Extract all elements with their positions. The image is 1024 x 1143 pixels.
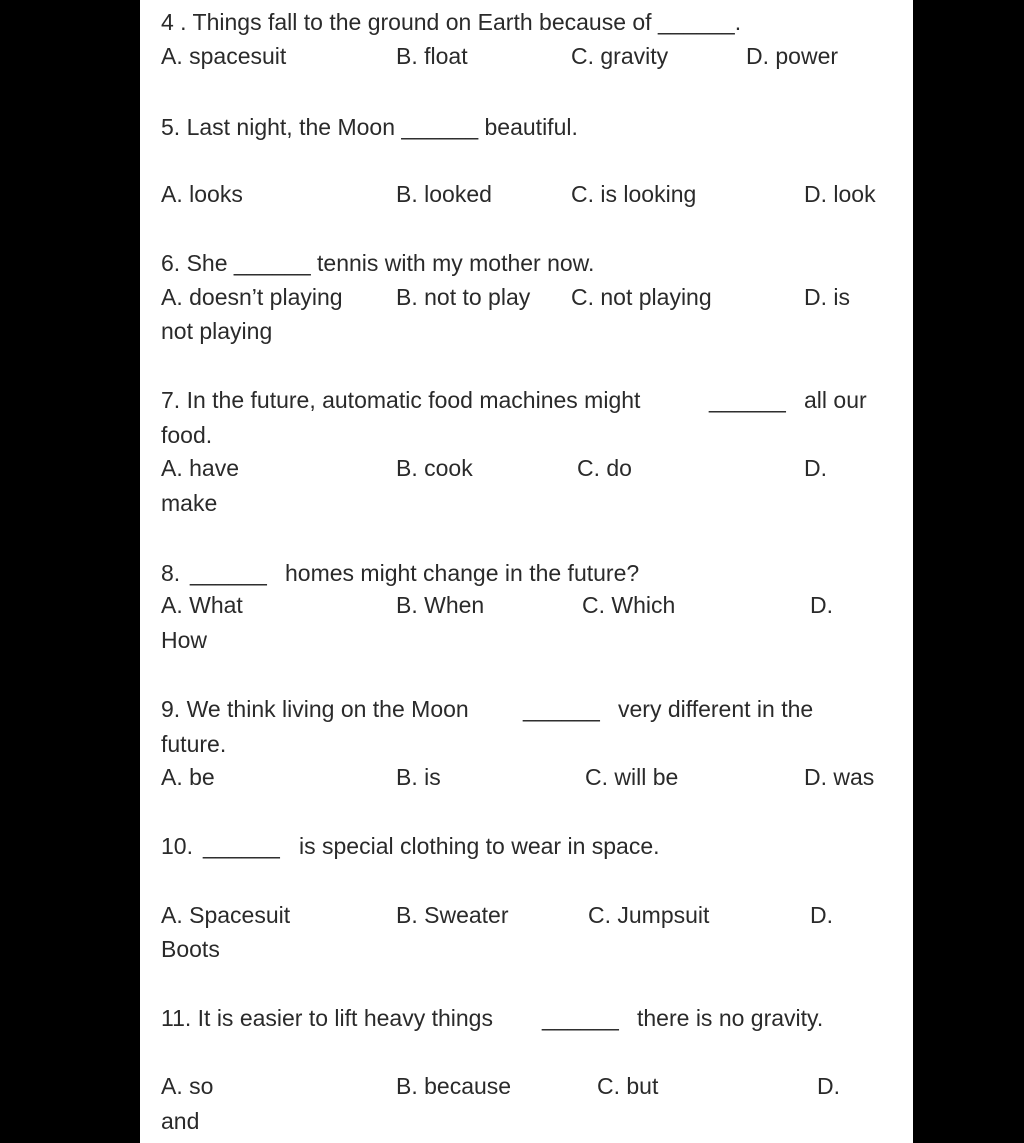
option-b: B. because [396,1073,512,1099]
option-a: A. What [161,592,243,618]
question-11-options [140,1069,913,1103]
question-11-stem [140,1001,913,1035]
question-6-options [140,280,913,314]
question-5-stem [140,110,913,144]
option-d: D. was [804,764,875,790]
question-9-stem [140,692,913,726]
question-text-end: there is no gravity. [637,1005,824,1031]
question-6-stem [140,246,913,280]
question-7-stem [140,383,913,417]
option-d-continued: and [161,1108,200,1134]
answer-blank: ______ [542,1005,619,1031]
option-a: A. doesn’t playing [161,284,343,310]
option-d-continued: How [161,627,208,653]
option-d: D. is [804,284,850,310]
question-text: 4 . Things fall to the ground on Earth because of ______. [161,9,742,35]
question-4-options [140,39,913,73]
question-text: 9. We think living on the Moon [161,696,469,722]
question-7-options-wrap [140,486,913,520]
worksheet-page [140,0,913,1143]
question-5-options [140,177,913,211]
option-c: C. not playing [571,284,712,310]
option-a: A. be [161,764,215,790]
question-10-options-wrap [140,932,913,966]
option-b: B. cook [396,455,473,481]
option-a: A. looks [161,181,243,207]
question-text-end: all our [804,387,867,413]
question-text-continued: food. [161,422,213,448]
question-9-stem-wrap [140,727,913,761]
option-d-continued: not playing [161,318,273,344]
question-9-options [140,760,913,794]
question-text: 5. Last night, the Moon ______ beautiful. [161,114,578,140]
answer-blank: ______ [190,560,267,586]
option-d: D. [817,1073,840,1099]
option-c: C. but [597,1073,659,1099]
option-c: C. Which [582,592,676,618]
option-c: C. gravity [571,43,669,69]
question-7-stem-wrap [140,418,913,452]
question-11-options-wrap [140,1104,913,1138]
option-a: A. have [161,455,239,481]
question-text: 6. She ______ tennis with my mother now. [161,250,595,276]
option-b: B. looked [396,181,492,207]
question-number: 10. [161,833,193,859]
question-8-options-wrap [140,623,913,657]
option-c: C. do [577,455,632,481]
answer-blank: ______ [203,833,280,859]
question-6-options-wrap [140,314,913,348]
question-text-continued: future. [161,731,227,757]
option-d: D. look [804,181,876,207]
question-7-options [140,451,913,485]
answer-blank: ______ [709,387,786,413]
option-d: D. [810,592,833,618]
question-8-options [140,588,913,622]
option-b: B. not to play [396,284,531,310]
answer-blank: ______ [523,696,600,722]
option-b: B. Sweater [396,902,509,928]
question-number: 8. [161,560,181,586]
option-d: D. [810,902,833,928]
option-a: A. spacesuit [161,43,287,69]
option-d-continued: Boots [161,936,220,962]
question-4-stem [140,5,913,39]
question-text: 7. In the future, automatic food machines might [161,387,641,413]
question-text: homes might change in the future? [285,560,640,586]
option-c: C. is looking [571,181,697,207]
option-c: C. will be [585,764,679,790]
option-c: C. Jumpsuit [588,902,710,928]
question-text-end: very different in the [618,696,814,722]
question-10-options [140,898,913,932]
option-b: B. float [396,43,468,69]
option-d: D. power [746,43,839,69]
option-d: D. [804,455,827,481]
question-8-stem [140,556,913,590]
option-b: B. When [396,592,485,618]
question-text: 11. It is easier to lift heavy things [161,1005,493,1031]
option-b: B. is [396,764,441,790]
question-10-stem [140,829,913,863]
option-d-continued: make [161,490,218,516]
question-text: is special clothing to wear in space. [299,833,660,859]
option-a: A. so [161,1073,214,1099]
option-a: A. Spacesuit [161,902,291,928]
